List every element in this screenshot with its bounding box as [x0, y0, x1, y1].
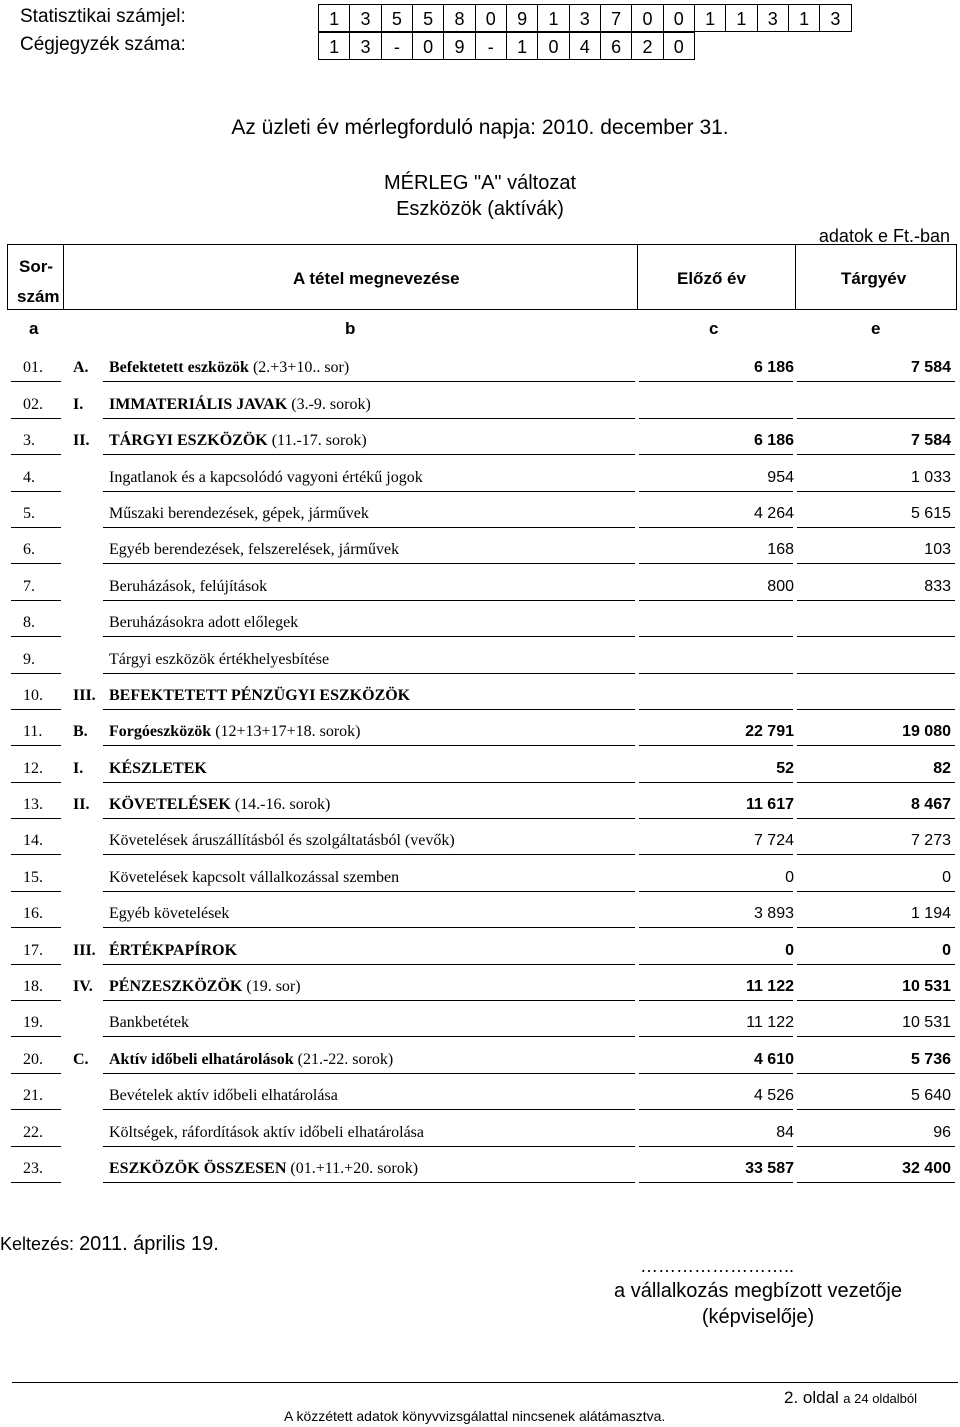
- row-prev-value: 4 526: [753, 1087, 794, 1105]
- row-curr-value: 10 531: [902, 1014, 951, 1032]
- row-label: [109, 832, 455, 850]
- audit-note: A közzétett adatok könyvvizsgálattal nincsenek alátámasztva.: [284, 1408, 666, 1424]
- digit-box: 4: [570, 32, 601, 60]
- row-number: 6.: [23, 541, 35, 559]
- row-number: 01.: [23, 359, 43, 377]
- table-row: [7, 819, 957, 855]
- row-label-rest: Bevételek aktív időbeli elhatárolása: [109, 1087, 338, 1105]
- digit-box: 3: [758, 4, 789, 32]
- row-label: [109, 1124, 424, 1142]
- row-prev-value: 11 122: [745, 978, 794, 996]
- letter-c: c: [709, 319, 719, 338]
- digit-box: 6: [601, 32, 632, 60]
- row-label-rest: Követelések kapcsolt vállalkozással szemben: [109, 868, 400, 886]
- row-curr-value: 103: [924, 541, 951, 559]
- row-curr-value: 10 531: [902, 978, 951, 996]
- row-label-rest: Költségek, ráfordítások aktív időbeli elhatárolása: [109, 1123, 425, 1141]
- row-prev-value: 6 186: [753, 432, 794, 450]
- row-prev-value: 800: [767, 577, 794, 595]
- row-prev-value: 4 264: [753, 504, 794, 522]
- row-number: 9.: [23, 650, 35, 668]
- row-curr-value: 7 584: [910, 432, 951, 450]
- row-label-rest: Egyéb berendezések, felszerelések, járművek: [109, 541, 400, 559]
- table-row: [7, 419, 957, 455]
- digit-box: 0: [413, 32, 444, 60]
- digit-box: 7: [601, 4, 632, 32]
- row-roman: I.: [73, 759, 84, 777]
- row-curr-value: 96: [933, 1123, 951, 1141]
- date-value: 2011. április 19.: [79, 1233, 219, 1255]
- date-label-text: Keltezés:: [0, 1234, 75, 1254]
- row-curr-value: 8 467: [910, 796, 951, 814]
- letter-e: e: [871, 319, 881, 338]
- digit-box: 1: [789, 4, 820, 32]
- row-label-main: Befektetett eszközök: [109, 359, 249, 377]
- row-label: [109, 359, 349, 377]
- row-label-rest: Egyéb követelések: [109, 905, 230, 923]
- row-prev-value: 954: [767, 468, 794, 486]
- row-label-main: ESZKÖZÖK ÖSSZESEN: [109, 1159, 287, 1177]
- table-row: [7, 382, 957, 418]
- stat-number-label: Statisztikai számjel:: [20, 6, 186, 27]
- digit-box: 3: [350, 32, 381, 60]
- row-label: [109, 432, 367, 450]
- row-label: [109, 1160, 418, 1178]
- row-curr-value: 32 400: [902, 1159, 951, 1177]
- row-number: 10.: [23, 686, 43, 704]
- row-number: 7.: [23, 577, 35, 595]
- row-label-rest: (14.-16. sorok): [230, 796, 331, 814]
- row-label-main: PÉNZESZKÖZÖK: [109, 978, 243, 996]
- row-label: [109, 578, 267, 596]
- row-label: [109, 541, 399, 559]
- digit-box: 8: [444, 4, 475, 32]
- row-label: [109, 723, 360, 741]
- row-label-main: KÖVETELÉSEK: [109, 796, 231, 814]
- row-label-rest: Tárgyi eszközök értékhelyesbítése: [109, 650, 330, 668]
- row-prev-value: 11 122: [746, 1014, 794, 1032]
- row-curr-value: 0: [942, 941, 951, 959]
- digit-box: 1: [695, 4, 726, 32]
- row-curr-value: 5 736: [910, 1050, 951, 1068]
- table-body: [7, 346, 957, 1183]
- row-number: 5.: [23, 504, 35, 522]
- row-number: 23.: [23, 1159, 43, 1177]
- row-label-rest: Műszaki berendezések, gépek, járművek: [109, 504, 369, 522]
- digit-box: 1: [507, 32, 538, 60]
- page-number: [784, 1388, 917, 1408]
- digit-box: 0: [538, 32, 569, 60]
- row-label-rest: (11.-17. sorok): [267, 432, 367, 450]
- digit-box: 3: [820, 4, 851, 32]
- row-number: 15.: [23, 868, 43, 886]
- row-prev-value: 22 791: [745, 723, 794, 741]
- table-header: [7, 244, 957, 310]
- balance-sheet-table: [7, 244, 957, 1183]
- row-roman: III.: [73, 941, 96, 959]
- row-prev-value: 0: [785, 941, 794, 959]
- row-label-rest: (3.-9. sorok): [287, 395, 371, 413]
- row-prev-value: 4 610: [753, 1050, 794, 1068]
- row-label-rest: (2.+3+10.. sor): [248, 359, 350, 377]
- row-curr-value: 5 640: [910, 1087, 951, 1105]
- table-row: [7, 528, 957, 564]
- row-number: 19.: [23, 1014, 43, 1032]
- digit-box: 9: [507, 4, 538, 32]
- digit-box: 5: [382, 4, 413, 32]
- row-label: [109, 905, 229, 923]
- row-label: [109, 687, 410, 705]
- row-label-rest: (01.+11.+20. sorok): [286, 1159, 419, 1177]
- digit-box: -: [382, 32, 413, 60]
- table-row: [7, 1001, 957, 1037]
- col-prev-label: Előző év: [677, 269, 746, 288]
- row-number: 20.: [23, 1050, 43, 1068]
- table-row: [7, 492, 957, 528]
- row-number: 4.: [23, 468, 35, 486]
- row-roman: A.: [73, 359, 89, 377]
- row-number: 22.: [23, 1123, 43, 1141]
- unit-note: adatok e Ft.-ban: [818, 226, 950, 246]
- row-label: [109, 651, 329, 669]
- row-label-rest: Bankbetétek: [109, 1014, 189, 1032]
- row-label: [109, 469, 423, 487]
- row-prev-value: 7 724: [753, 832, 794, 850]
- row-label-rest: (12+13+17+18. sorok): [211, 723, 361, 741]
- row-roman: II.: [73, 432, 90, 450]
- row-prev-value: 0: [785, 868, 794, 886]
- digit-box: 0: [476, 4, 507, 32]
- col-curr-label: Tárgyév: [841, 269, 907, 288]
- row-label: [109, 505, 369, 523]
- table-row: [7, 601, 957, 637]
- digit-box: 0: [632, 4, 663, 32]
- letter-b: b: [345, 319, 356, 338]
- row-label: [109, 1051, 393, 1069]
- table-row: [7, 455, 957, 491]
- digit-box: 3: [570, 4, 601, 32]
- row-label-rest: Ingatlanok és a kapcsolódó vagyoni értékű jogok: [109, 468, 423, 486]
- row-label-main: IMMATERIÁLIS JAVAK: [109, 395, 288, 413]
- table-row: [7, 965, 957, 1001]
- table-row: [7, 346, 957, 382]
- digit-box: 9: [444, 32, 475, 60]
- table-row: [7, 710, 957, 746]
- signature-dots: ……………………..: [640, 1256, 795, 1276]
- row-roman: B.: [73, 723, 88, 741]
- row-label-main: BEFEKTETETT PÉNZÜGYI ESZKÖZÖK: [109, 686, 411, 704]
- row-label-rest: (19. sor): [242, 978, 301, 996]
- row-label: [109, 1014, 189, 1032]
- row-label: [109, 796, 330, 814]
- table-row: [7, 1110, 957, 1146]
- digit-box: 2: [632, 32, 663, 60]
- signature-title: a vállalkozás megbízott vezetője: [614, 1280, 902, 1302]
- page-title: MÉRLEG "A" változat: [383, 172, 577, 194]
- date-label: [0, 1233, 219, 1256]
- digit-box: 1: [319, 4, 350, 32]
- row-curr-value: 7 584: [910, 359, 951, 377]
- row-label-main: Forgóeszközök: [109, 723, 212, 741]
- row-prev-value: 84: [776, 1123, 794, 1141]
- digit-box: 5: [413, 4, 444, 32]
- row-curr-value: 19 080: [902, 723, 951, 741]
- row-label: [109, 978, 301, 996]
- col-sorszam-label-2: szám: [17, 287, 60, 306]
- row-roman: III.: [73, 686, 96, 704]
- row-prev-value: 168: [767, 541, 794, 559]
- row-label: [109, 942, 237, 960]
- registry-number-label: Cégjegyzék száma:: [20, 34, 186, 55]
- row-number: 17.: [23, 941, 43, 959]
- table-row: [7, 637, 957, 673]
- row-curr-value: 7 273: [910, 832, 951, 850]
- table-row: [7, 564, 957, 600]
- footer-divider: [12, 1382, 958, 1383]
- row-label: [109, 614, 298, 632]
- row-number: 02.: [23, 395, 43, 413]
- row-roman: I.: [73, 395, 84, 413]
- row-prev-value: 6 186: [753, 359, 794, 377]
- row-number: 18.: [23, 978, 43, 996]
- row-number: 11.: [23, 723, 43, 741]
- table-row: [7, 892, 957, 928]
- balance-date-line: Az üzleti év mérlegforduló napja: 2010. december 31.: [231, 116, 729, 139]
- row-label-main: Aktív időbeli elhatárolások: [109, 1050, 294, 1068]
- row-label-main: KÉSZLETEK: [109, 759, 207, 777]
- digit-box: -: [476, 32, 507, 60]
- row-label: [109, 760, 207, 778]
- row-label-rest: (21.-22. sorok): [293, 1050, 394, 1068]
- row-number: 8.: [23, 614, 35, 632]
- row-label-main: TÁRGYI ESZKÖZÖK: [109, 432, 268, 450]
- row-prev-value: 3 893: [753, 905, 794, 923]
- row-label-rest: Beruházások, felújítások: [109, 577, 268, 595]
- row-number: 16.: [23, 905, 43, 923]
- table-row: [7, 928, 957, 964]
- digit-box: 0: [664, 32, 695, 60]
- page-number-total: a 24 oldalból: [843, 1391, 918, 1406]
- row-label: [109, 1087, 338, 1105]
- row-curr-value: 833: [924, 577, 951, 595]
- table-row: [7, 783, 957, 819]
- row-label: [109, 869, 399, 887]
- row-curr-value: 0: [942, 868, 951, 886]
- table-row: [7, 855, 957, 891]
- page-subtitle: Eszközök (aktívák): [396, 198, 564, 220]
- row-label: [109, 396, 371, 414]
- row-number: 12.: [23, 759, 43, 777]
- signature-subtitle: (képviselője): [701, 1306, 815, 1328]
- col-sorszam-label-1: Sor-: [19, 257, 53, 276]
- digit-box: 1: [319, 32, 350, 60]
- row-prev-value: 52: [776, 759, 794, 777]
- row-prev-value: 33 587: [745, 1159, 794, 1177]
- row-curr-value: 1 194: [910, 905, 951, 923]
- page-number-main: 2. oldal: [784, 1388, 839, 1407]
- row-label-main: ÉRTÉKPAPÍROK: [109, 941, 238, 959]
- row-curr-value: 82: [933, 759, 951, 777]
- row-number: 21.: [23, 1087, 43, 1105]
- table-row: [7, 1147, 957, 1183]
- stat-number-boxes: [318, 4, 852, 32]
- table-row: [7, 674, 957, 710]
- row-number: 14.: [23, 832, 43, 850]
- row-roman: C.: [73, 1050, 89, 1068]
- digit-box: 1: [538, 4, 569, 32]
- table-row: [7, 1037, 957, 1073]
- letter-a: a: [29, 319, 39, 338]
- row-number: 13.: [23, 796, 43, 814]
- row-number: 3.: [23, 432, 35, 450]
- digit-box: 3: [350, 4, 381, 32]
- registry-number-boxes: [318, 32, 695, 60]
- row-prev-value: 11 617: [745, 796, 794, 814]
- row-curr-value: 1 033: [910, 468, 951, 486]
- row-curr-value: 5 615: [910, 504, 951, 522]
- table-row: [7, 746, 957, 782]
- row-label-rest: Követelések áruszállításból és szolgáltatásból (vevők): [109, 832, 455, 850]
- digit-box: 0: [664, 4, 695, 32]
- row-roman: II.: [73, 796, 90, 814]
- col-name-label: A tétel megnevezése: [293, 269, 460, 288]
- digit-box: 1: [726, 4, 757, 32]
- column-letter-row: [7, 310, 957, 346]
- row-roman: IV.: [73, 978, 93, 996]
- row-label-rest: Beruházásokra adott előlegek: [109, 614, 299, 632]
- table-row: [7, 1074, 957, 1110]
